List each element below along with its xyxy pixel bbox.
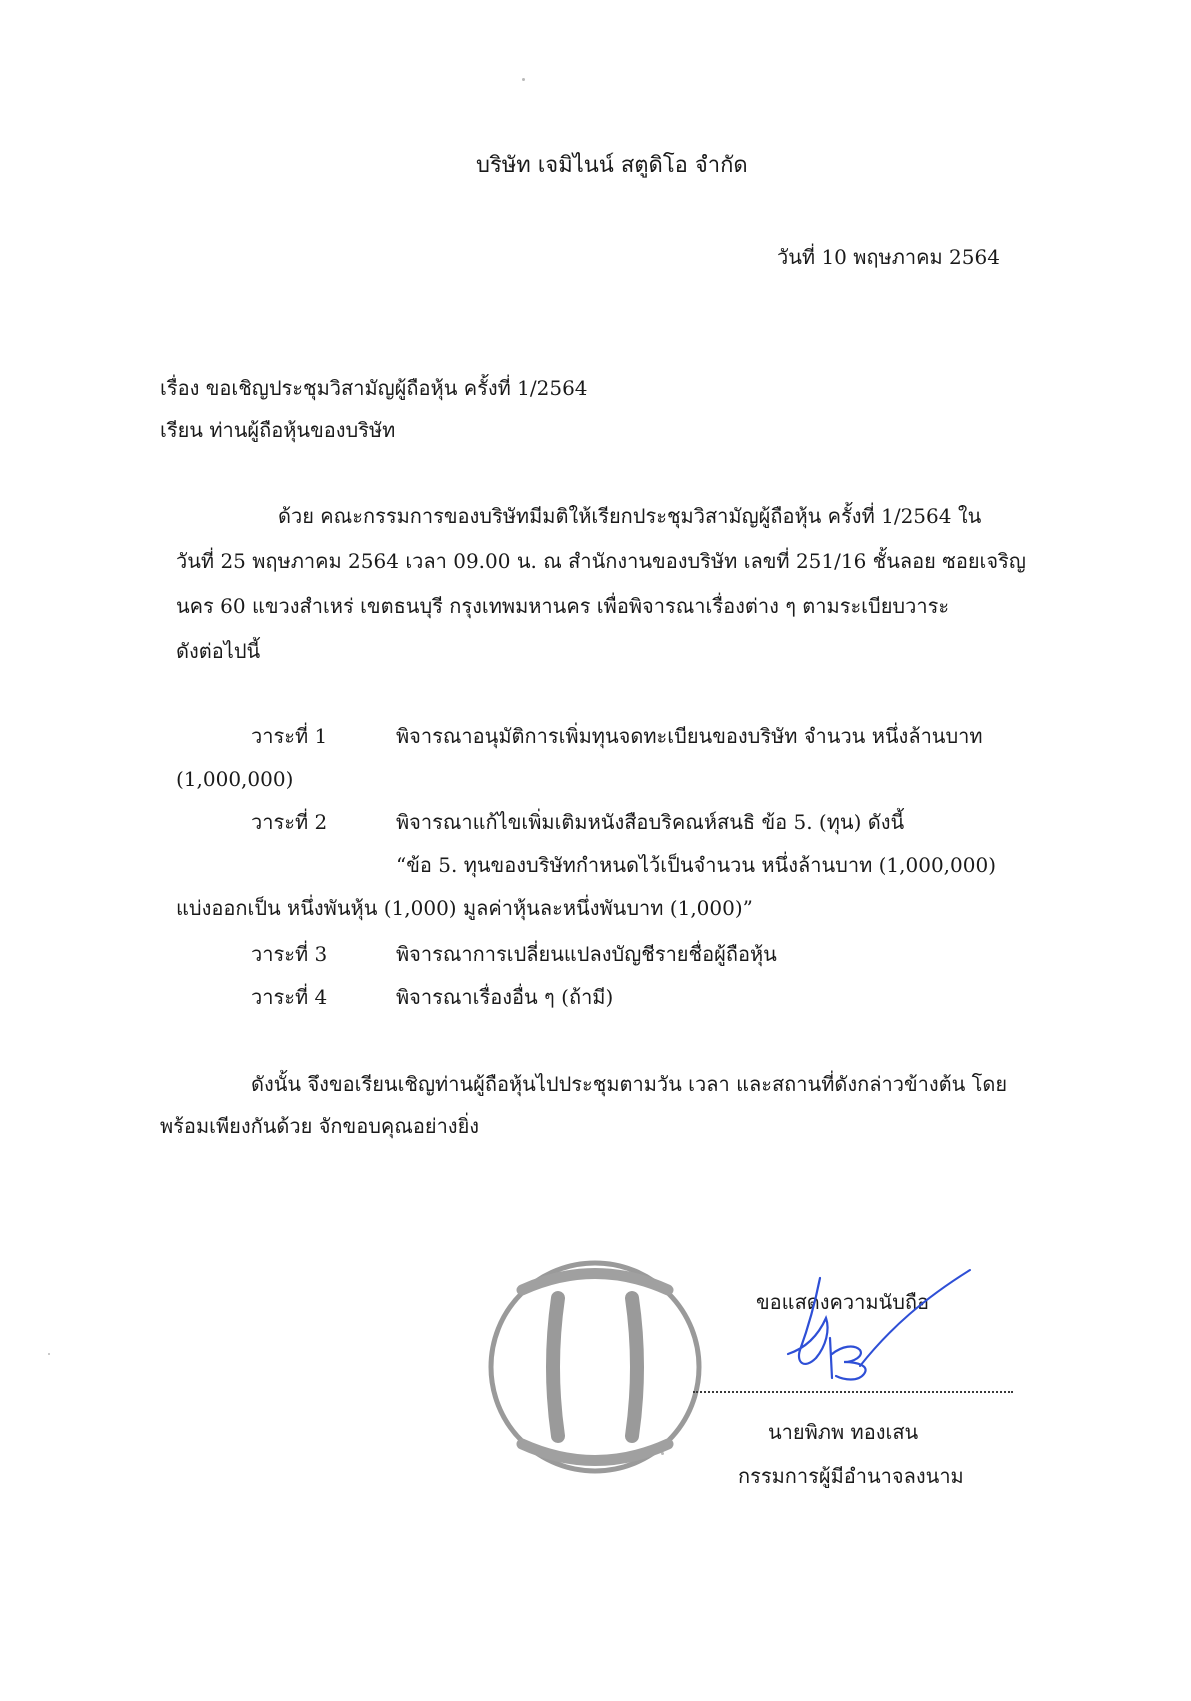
- handwritten-signature-icon: [760, 1258, 980, 1398]
- agenda-label: วาระที่ 2: [251, 810, 328, 834]
- agenda-label: วาระที่ 1: [251, 724, 328, 748]
- regards-text: ขอแสดงความนับถือ: [756, 1290, 930, 1314]
- closing-line: ดังนั้น จึงขอเรียนเชิญท่านผู้ถือหุ้นไปประชุมตามวัน เวลา และสถานที่ดังกล่าวข้างต้น โดย: [251, 1072, 1008, 1096]
- signature-line: [693, 1391, 1013, 1393]
- intro-line: ดังต่อไปนี้: [176, 639, 261, 663]
- letter-subject: เรื่อง ขอเชิญประชุมวิสามัญผู้ถือหุ้น ครั้งที่ 1/2564: [160, 376, 588, 400]
- closing-line: พร้อมเพียงกันด้วย จักขอบคุณอย่างยิ่ง: [160, 1114, 480, 1138]
- signer-name: นายพิภพ ทองเสน: [768, 1420, 919, 1444]
- intro-line: วันที่ 25 พฤษภาคม 2564 เวลา 09.00 น. ณ สำนักงานของบริษัท เลขที่ 251/16 ชั้นลอย ซอยเจริญ: [176, 549, 1026, 573]
- agenda-text: พิจารณาการเปลี่ยนแปลงบัญชีรายชื่อผู้ถือหุ้น: [396, 942, 777, 966]
- intro-line: ด้วย คณะกรรมการของบริษัทมีมติให้เรียกประชุมวิสามัญผู้ถือหุ้น ครั้งที่ 1/2564 ใน: [278, 504, 982, 528]
- intro-line: นคร 60 แขวงสำเหร่ เขตธนบุรี กรุงเทพมหานคร เพื่อพิจารณาเรื่องต่าง ๆ ตามระเบียบวาระ: [176, 594, 950, 618]
- agenda-quote: แบ่งออกเป็น หนึ่งพันหุ้น (1,000) มูลค่าหุ้นละหนึ่งพันบาท (1,000)”: [176, 896, 753, 920]
- company-seal-icon: [480, 1252, 710, 1482]
- agenda-quote: “ข้อ 5. ทุนของบริษัทกำหนดไว้เป็นจำนวน หนึ่งล้านบาท (1,000,000): [396, 853, 997, 877]
- company-name: บริษัท เจมิไนน์ สตูดิโอ จำกัด: [476, 153, 748, 178]
- letter-date: วันที่ 10 พฤษภาคม 2564: [777, 245, 1000, 269]
- signer-title: กรรมการผู้มีอำนาจลงนาม: [738, 1464, 964, 1488]
- agenda-text: พิจารณาแก้ไขเพิ่มเติมหนังสือบริคณห์สนธิ ข้อ 5. (ทุน) ดังนี้: [396, 810, 905, 834]
- letter-salutation: เรียน ท่านผู้ถือหุ้นของบริษัท: [160, 418, 396, 442]
- agenda-text: พิจารณาอนุมัติการเพิ่มทุนจดทะเบียนของบริษัท จำนวน หนึ่งล้านบาท: [396, 724, 983, 748]
- agenda-label: วาระที่ 3: [251, 942, 328, 966]
- scan-speck: [522, 78, 525, 81]
- agenda-label: วาระที่ 4: [251, 985, 328, 1009]
- scan-speck: [48, 1353, 50, 1355]
- agenda-text: พิจารณาเรื่องอื่น ๆ (ถ้ามี): [396, 985, 614, 1009]
- agenda-text: (1,000,000): [176, 767, 294, 791]
